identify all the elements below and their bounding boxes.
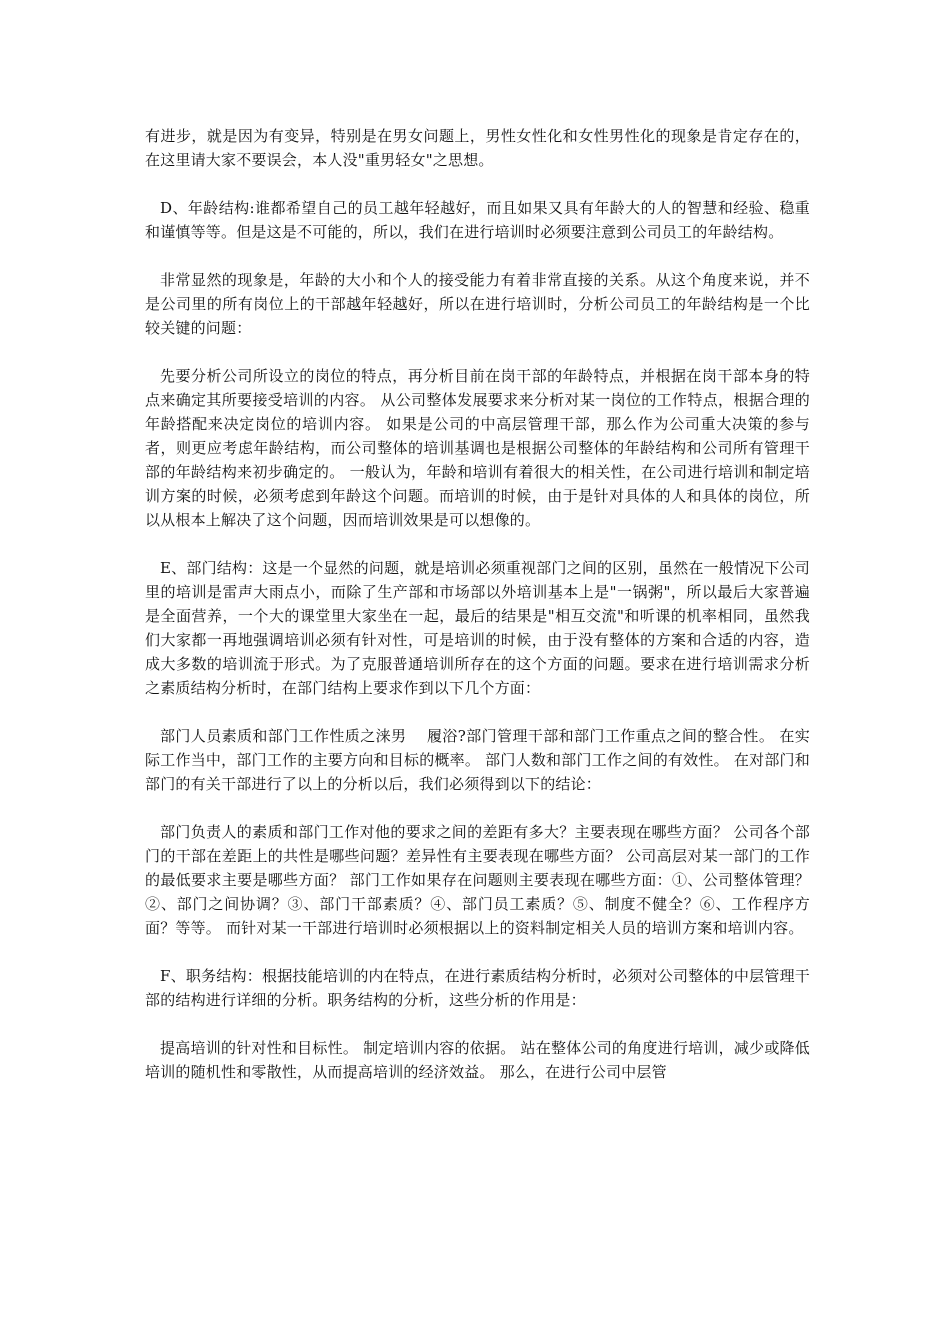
paragraph-position-structure: F、职务结构：根据技能培训的内在特点，在进行素质结构分析时，必须对公司整体的中层管理干部的结构进行详细的分析。职务结构的分析，这些分析的作用是： xyxy=(145,967,810,1009)
paragraph-department-structure: E、部门结构：这是一个显然的问题，就是培训必须重视部门之间的区别，虽然在一般情况下公司里的培训是雷声大雨点小，而除了生产部和市场部以外培训基本上是"一锅粥"，所以最后大家普遍是全面营养，一个大的课堂里大家坐在一起，最后的结果是"相互交流"和听课的机率相同，虽然我们大家都一再地强调培训必须有针对性，可是培训的时候，由于没有整体的方案和合适的内容，造成大多数的培训流于形式。为了克服普通培训所存在的这个方面的问题。要求在进行培训需求分析之素质结构分析时，在部门结构上要求作到以下几个方面： xyxy=(145,559,810,697)
paragraph-continuation: 有进步，就是因为有变异，特别是在男女问题上，男性女性化和女性男性化的现象是肯定存在的，在这里请大家不要误会，本人没"重男轻女"之思想。 xyxy=(145,127,810,169)
paragraph-department-points: 部门人员素质和部门工作性质之涞男 履浴?部门管理干部和部门工作重点之间的整合性。 在实际工作当中，部门工作的主要方向和目标的概率。 部门人数和部门工作之间的有效性。 在对部门和部门的有关干部进行了以上的分析以后，我们必须得到以下的结论： xyxy=(145,727,810,793)
paragraph-age-observation: 非常显然的现象是，年龄的大小和个人的接受能力有着非常直接的关系。从这个角度来说，并不是公司里的所有岗位上的干部越年轻越好，所以在进行培训时，分析公司员工的年龄结构是一个比较关键的问题： xyxy=(145,271,810,337)
paragraph-department-conclusions: 部门负责人的素质和部门工作对他的要求之间的差距有多大？主要表现在哪些方面？ 公司各个部门的干部在差距上的共性是哪些问题？差异性有主要表现在哪些方面？ 公司高层对某一部门的工作的最低要求主要是哪些方面？ 部门工作如果存在问题则主要表现在哪些方面：①、公司整体管理？②、部门之间协调？③、部门干部素质？④、部门员工素质？⑤、制度不健全？⑥、工作程序方面？等等。 而针对某一干部进行培训时必须根据以上的资料制定相关人员的培训方案和培训内容。 xyxy=(145,823,810,937)
paragraph-age-analysis: 先要分析公司所设立的岗位的特点，再分析目前在岗干部的年龄特点，并根据在岗干部本身的特点来确定其所要接受培训的内容。 从公司整体发展要求来分析对某一岗位的工作特点，根据合理的年龄搭配来决定岗位的培训内容。 如果是公司的中高层管理干部，那么作为公司重大决策的参与者，则更应考虑年龄结构，而公司整体的培训基调也是根据公司整体的年龄结构和公司所有管理干部的年龄结构来初步确定的。 一般认为，年龄和培训有着很大的相关性，在公司进行培训和制定培训方案的时候，必须考虑到年龄这个问题。而培训的时候，由于是针对具体的人和具体的岗位，所以从根本上解决了这个问题，因而培训效果是可以想像的。 xyxy=(145,367,810,529)
paragraph-age-structure: D、年龄结构:谁都希望自己的员工越年轻越好，而且如果又具有年龄大的人的智慧和经验、稳重和谨慎等等。但是这是不可能的，所以，我们在进行培训时必须要注意到公司员工的年龄结构。 xyxy=(145,199,810,241)
document-body xyxy=(145,124,810,1084)
paragraph-position-benefits: 提高培训的针对性和目标性。 制定培训内容的依据。 站在整体公司的角度进行培训，减少或降低培训的随机性和零散性，从而提高培训的经济效益。 那么，在进行公司中层管 xyxy=(145,1039,810,1081)
